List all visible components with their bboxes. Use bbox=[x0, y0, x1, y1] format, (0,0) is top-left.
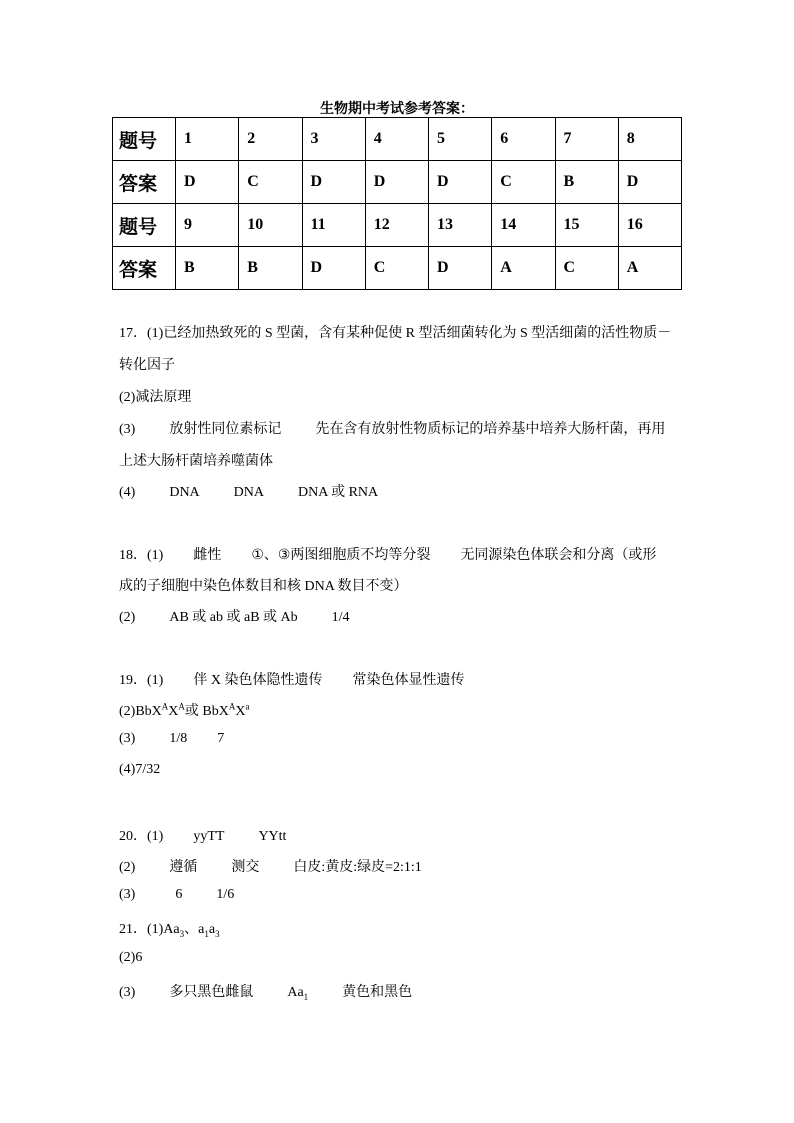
q19-l2-sup-3: A bbox=[228, 701, 236, 712]
q19-line-1 bbox=[119, 669, 464, 689]
q21-l3-label: (3) bbox=[119, 985, 136, 1000]
table-cell: 10 bbox=[239, 204, 302, 247]
table-cell: 6 bbox=[492, 118, 555, 161]
q17-l6-answer-c: DNA 或 RNA bbox=[298, 485, 379, 500]
q17-line-2: 转化因子 bbox=[119, 358, 175, 373]
table-cell: 12 bbox=[365, 204, 428, 247]
q21-l1-text-3: a bbox=[208, 922, 216, 937]
q21-l3-answer-a: 多只黑色雌鼠 bbox=[169, 985, 254, 1000]
q18-line-2: 成的子细胞中染色体数目和核 DNA 数目不变） bbox=[119, 579, 408, 594]
table-cell: B bbox=[239, 247, 302, 290]
table-cell: 13 bbox=[429, 204, 492, 247]
q18-l1-answer-b: ①、③两图细胞质不均等分裂 bbox=[251, 548, 431, 563]
table-cell: 15 bbox=[555, 204, 618, 247]
table-cell: 5 bbox=[429, 118, 492, 161]
answer-table bbox=[112, 117, 682, 290]
q21-l1-text-2: 、a bbox=[184, 922, 205, 937]
q18-l3-answer-b: 1/4 bbox=[331, 610, 350, 625]
q17-line-6 bbox=[119, 481, 378, 501]
q17-l6-answer-a: DNA bbox=[169, 485, 200, 500]
q20-l2-label: (2) bbox=[119, 860, 136, 875]
table-cell: C bbox=[555, 247, 618, 290]
table-cell: D bbox=[365, 161, 428, 204]
q21-l1-text-1: 21．(1)Aa bbox=[119, 922, 180, 937]
q21-l1-sub-2: 1 bbox=[204, 928, 209, 939]
q19-l1-label: 19．(1) bbox=[119, 673, 164, 688]
table-cell: 8 bbox=[618, 118, 681, 161]
q20-line-1 bbox=[119, 825, 286, 845]
table-cell: 2 bbox=[239, 118, 302, 161]
table-cell: 3 bbox=[302, 118, 365, 161]
q21-l1-sub-3: 3 bbox=[215, 928, 220, 939]
q19-l2-text-4: X bbox=[235, 704, 246, 719]
table-cell: D bbox=[429, 161, 492, 204]
q17-line-4 bbox=[119, 418, 665, 438]
table-cell: 4 bbox=[365, 118, 428, 161]
q17-l4-answer-a: 放射性同位素标记 bbox=[169, 422, 282, 437]
q21-line-1 bbox=[119, 918, 220, 939]
q19-l3-label: (3) bbox=[119, 731, 136, 746]
table-cell: 7 bbox=[555, 118, 618, 161]
q18-l1-label: 18．(1) bbox=[119, 548, 164, 563]
q19-l2-sup-4: a bbox=[245, 701, 250, 712]
table-cell: A bbox=[492, 247, 555, 290]
q20-l2-answer-a: 遵循 bbox=[169, 860, 198, 875]
q20-l1-answer-a: yyTT bbox=[193, 829, 225, 844]
q17-l6-answer-b: DNA bbox=[233, 485, 265, 500]
q17-line-1: 17．(1)已经加热致死的 S 型菌，含有某种促使 R 型活细菌转化为 S 型活细菌的活性物质－ bbox=[119, 326, 672, 341]
table-row-header: 答案 bbox=[113, 161, 176, 204]
q21-l3-answer-c: 黄色和黑色 bbox=[342, 985, 413, 1000]
q20-line-2 bbox=[119, 856, 422, 876]
q18-l1-answer-a: 雌性 bbox=[193, 548, 222, 563]
q20-l2-answer-b: 测交 bbox=[231, 860, 260, 875]
table-cell: 11 bbox=[302, 204, 365, 247]
table-row bbox=[113, 247, 682, 290]
q19-line-2 bbox=[119, 700, 249, 720]
q21-line-3 bbox=[119, 981, 412, 1002]
table-cell: D bbox=[429, 247, 492, 290]
table-cell: C bbox=[492, 161, 555, 204]
q18-l3-answer-a: AB 或 ab 或 aB 或 Ab bbox=[169, 610, 298, 625]
q21-l3-answer-b: Aa bbox=[287, 985, 304, 1000]
q19-l1-answer-b: 常染色体显性遗传 bbox=[352, 673, 465, 688]
q21-l3-sub: 1 bbox=[303, 991, 309, 1002]
q19-l2-text-3: 或 BbX bbox=[184, 704, 229, 719]
table-cell: 14 bbox=[492, 204, 555, 247]
table-cell: C bbox=[239, 161, 302, 204]
q17-line-3: (2)减法原理 bbox=[119, 390, 192, 405]
table-cell: A bbox=[618, 247, 681, 290]
table-row bbox=[113, 118, 682, 161]
table-row bbox=[113, 204, 682, 247]
table-cell: 1 bbox=[176, 118, 239, 161]
q20-line-3 bbox=[119, 887, 234, 903]
q20-l3-answer-b: 1/6 bbox=[216, 887, 235, 902]
q20-l3-label: (3) bbox=[119, 887, 136, 902]
page-title: 生物期中考试参考答案： bbox=[320, 101, 474, 117]
q19-line-4: (4)7/32 bbox=[119, 762, 161, 777]
table-cell: B bbox=[176, 247, 239, 290]
q17-l4-label: (3) bbox=[119, 422, 136, 437]
q19-l3-answer-b: 7 bbox=[217, 731, 225, 746]
q18-l1-answer-c: 无同源染色体联会和分离（或形 bbox=[460, 548, 657, 563]
table-cell: D bbox=[302, 161, 365, 204]
q17-line-5: 上述大肠杆菌培养噬菌体 bbox=[119, 454, 273, 469]
q20-l2-answer-c: 白皮:黄皮:绿皮=2:1:1 bbox=[293, 860, 422, 875]
q21-l1-sub-1: 3 bbox=[179, 928, 185, 939]
q19-l2-text-1: (2)BbX bbox=[119, 704, 162, 719]
q17-l4-answer-b: 先在含有放射性物质标记的培养基中培养大肠杆菌，再用 bbox=[315, 422, 666, 437]
q18-line-3 bbox=[119, 606, 350, 626]
table-row-header: 题号 bbox=[113, 204, 176, 247]
q18-line-1 bbox=[119, 544, 656, 564]
q19-l1-answer-a: 伴 X 染色体隐性遗传 bbox=[193, 673, 323, 688]
table-cell: D bbox=[618, 161, 681, 204]
q19-l2-sup-1: A bbox=[161, 701, 169, 712]
table-cell: B bbox=[555, 161, 618, 204]
q19-l2-sup-2: A bbox=[178, 701, 185, 712]
table-cell: D bbox=[302, 247, 365, 290]
table-row bbox=[113, 161, 682, 204]
q19-l3-answer-a: 1/8 bbox=[169, 731, 188, 746]
table-cell: 9 bbox=[176, 204, 239, 247]
q19-line-3 bbox=[119, 731, 224, 747]
table-row-header: 答案 bbox=[113, 247, 176, 290]
table-row-header: 题号 bbox=[113, 118, 176, 161]
q21-line-2: (2)6 bbox=[119, 950, 143, 965]
q20-l3-answer-a: 6 bbox=[175, 887, 183, 902]
q17-l6-label: (4) bbox=[119, 485, 136, 500]
table-cell: 16 bbox=[618, 204, 681, 247]
q18-l3-label: (2) bbox=[119, 610, 136, 625]
table-cell: C bbox=[365, 247, 428, 290]
q19-l2-text-2: X bbox=[168, 704, 179, 719]
q20-l1-answer-b: YYtt bbox=[258, 829, 287, 844]
table-cell: D bbox=[176, 161, 239, 204]
q20-l1-label: 20．(1) bbox=[119, 829, 164, 844]
